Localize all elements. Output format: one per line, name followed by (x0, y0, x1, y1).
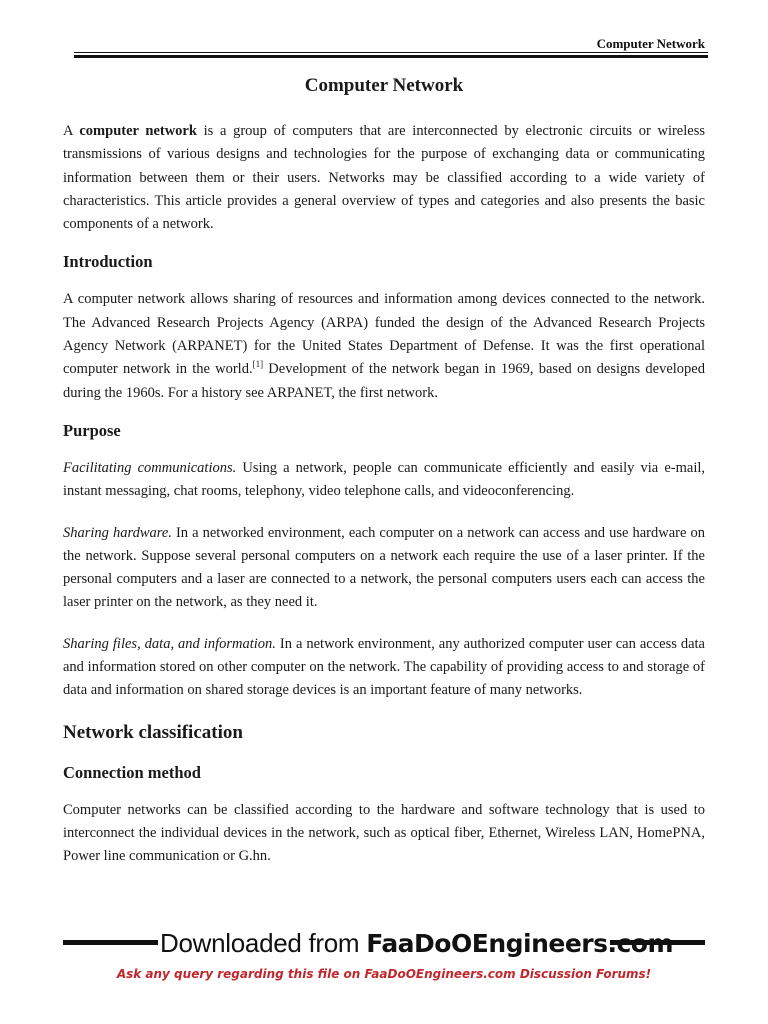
page-title: Computer Network (304, 75, 464, 96)
reference-link[interactable]: [1] (252, 359, 264, 370)
introduction-paragraph (63, 288, 705, 404)
purpose-item (63, 457, 705, 504)
purpose-heading: Purpose (63, 420, 121, 440)
introduction-text-continued: Development of the network began in 1969, based on designs developed during the 1960s. For a history see ARPANET, the first network. (63, 361, 705, 401)
purpose-item-text: In a network environment, any authorized computer user can access data and information stored on other computer on the network. The capability of providing access to and storage of data and information on shared storage devices is an important feature of many networks. (63, 635, 705, 699)
footer-rule-right (610, 940, 705, 945)
introduction-text: A computer network allows sharing of resources and information among devices connected to the network. The Advanced Research Projects Agency (ARPA) funded the design of the Advanced Research Projects Agency Network (ARPANET) for the United States Department of Defense. It was the first operational computer network in the world. (63, 291, 705, 378)
footer-rule-left (63, 940, 158, 945)
document-body (63, 120, 705, 869)
downloaded-from-text: Downloaded from (160, 928, 367, 958)
download-banner[interactable] (160, 928, 674, 959)
connection-method-heading: Connection method (63, 762, 201, 782)
purpose-item-label: Sharing files, data, and information. (63, 635, 276, 652)
header-rule (74, 52, 708, 58)
purpose-item-label: Sharing hardware. (63, 524, 172, 541)
purpose-item-text: Using a network, people can communicate efficiently and easily via e-mail, instant messaging, chat rooms, telephony, video telephone calls, and videoconferencing. (63, 459, 705, 500)
purpose-item-text: In a networked environment, each computer on a network can access and use hardware on the network. Suppose several personal computers on a network each require the use of a laser printer. If the personal computers and a laser are connected to a network, the personal computers users each can access the laser printer on the network, as they need it. (63, 524, 705, 611)
classification-heading: Network classification (63, 721, 243, 743)
purpose-item (63, 522, 705, 615)
intro-rest: is a group of computers that are interconnected by electronic circuits or wireless transmissions of various designs and technologies for the purpose of exchanging data or communicating information between them or their users. Networks may be classified according to a wide variety of characteristics. This article provides a general overview of types and categories and also presents the basic components of a network. (63, 123, 705, 233)
forum-query-link[interactable]: Ask any query regarding this file on FaaDoOEngineers.com Discussion Forums! (116, 967, 652, 981)
download-footer (0, 928, 768, 988)
intro-lead: A (63, 123, 80, 139)
running-header: Computer Network (596, 36, 705, 51)
purpose-item (63, 633, 705, 703)
purpose-item-label: Facilitating communications. (63, 459, 237, 476)
connection-method-paragraph: Computer networks can be classified according to the hardware and software technology that is used to interconnect the individual devices in the network, such as optical fiber, Ethernet, Wireless LAN, HomePNA, Power line communication or G.hn. (63, 801, 705, 865)
intro-paragraph (63, 120, 705, 236)
intro-term: computer network (79, 123, 197, 139)
site-logo-text: FaaDoOEngineers.com (366, 929, 674, 958)
introduction-heading: Introduction (63, 252, 153, 272)
